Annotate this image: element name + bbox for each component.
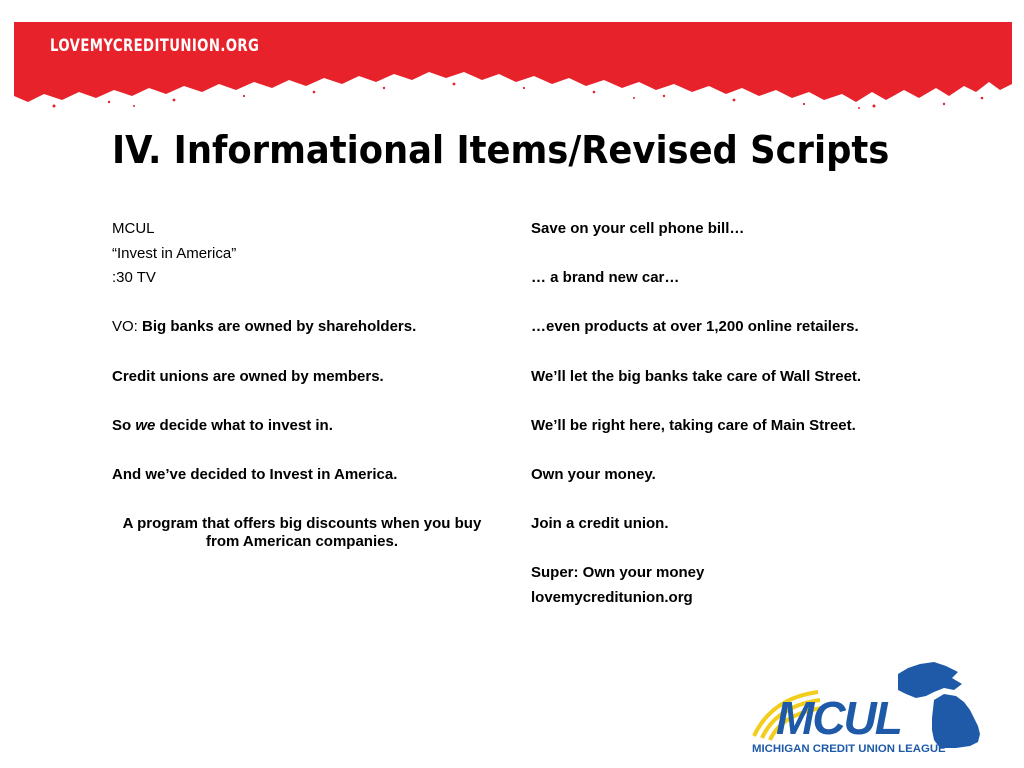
client-line: MCUL	[112, 220, 155, 237]
script-line: We’ll be right here, taking care of Main Street.	[531, 416, 856, 434]
script-line: Join a credit union.	[531, 515, 669, 533]
spacer	[112, 294, 497, 319]
decide-prefix: So	[112, 416, 136, 434]
spacer	[531, 294, 951, 319]
mcul-tagline: MICHIGAN CREDIT UNION LEAGUE	[752, 743, 946, 755]
slide-title: IV. Informational Items/Revised Scripts	[112, 128, 890, 172]
url-line: lovemycreditunion.org	[531, 588, 693, 606]
spacer	[531, 491, 951, 516]
spacer	[531, 392, 951, 417]
script-line: …even products at over 1,200 online retailers.	[531, 318, 859, 336]
vo-line	[112, 318, 497, 343]
spacer	[112, 441, 497, 466]
spacer	[531, 343, 951, 368]
script-line: Save on your cell phone bill…	[531, 220, 745, 237]
spot-name-line: “Invest in America”	[112, 244, 237, 262]
spacer	[531, 441, 951, 466]
vo-label: VO:	[112, 318, 143, 336]
decide-emphasis: we	[135, 416, 156, 434]
spacer	[531, 245, 951, 270]
spacer	[112, 491, 497, 516]
mcul-wordmark: MCUL	[776, 692, 901, 744]
decided-line: And we’ve decided to Invest in America.	[112, 465, 398, 483]
script-line: Own your money.	[531, 465, 656, 483]
decide-suffix: decide what to invest in.	[155, 416, 333, 434]
spacer	[112, 392, 497, 417]
script-left-column	[112, 220, 497, 559]
format-line: :30 TV	[112, 269, 156, 287]
michigan-map-icon	[898, 662, 980, 748]
script-line: We’ll let the big banks take care of Wall Street.	[531, 367, 862, 385]
program-line: A program that offers big discounts when you buy from American companies.	[122, 515, 482, 551]
site-banner-text: LOVEMYCREDITUNION.ORG	[50, 36, 260, 56]
spacer	[112, 343, 497, 368]
script-line: … a brand new car…	[531, 269, 680, 287]
spacer	[531, 540, 951, 565]
decide-line	[112, 417, 497, 442]
owned-line: Credit unions are owned by members.	[112, 367, 384, 385]
vo-text: Big banks are owned by shareholders.	[142, 318, 417, 336]
banner-brush-shape	[14, 22, 1012, 102]
super-line: Super: Own your money	[531, 564, 705, 582]
script-right-column	[531, 220, 951, 614]
mcul-logo	[748, 660, 992, 756]
